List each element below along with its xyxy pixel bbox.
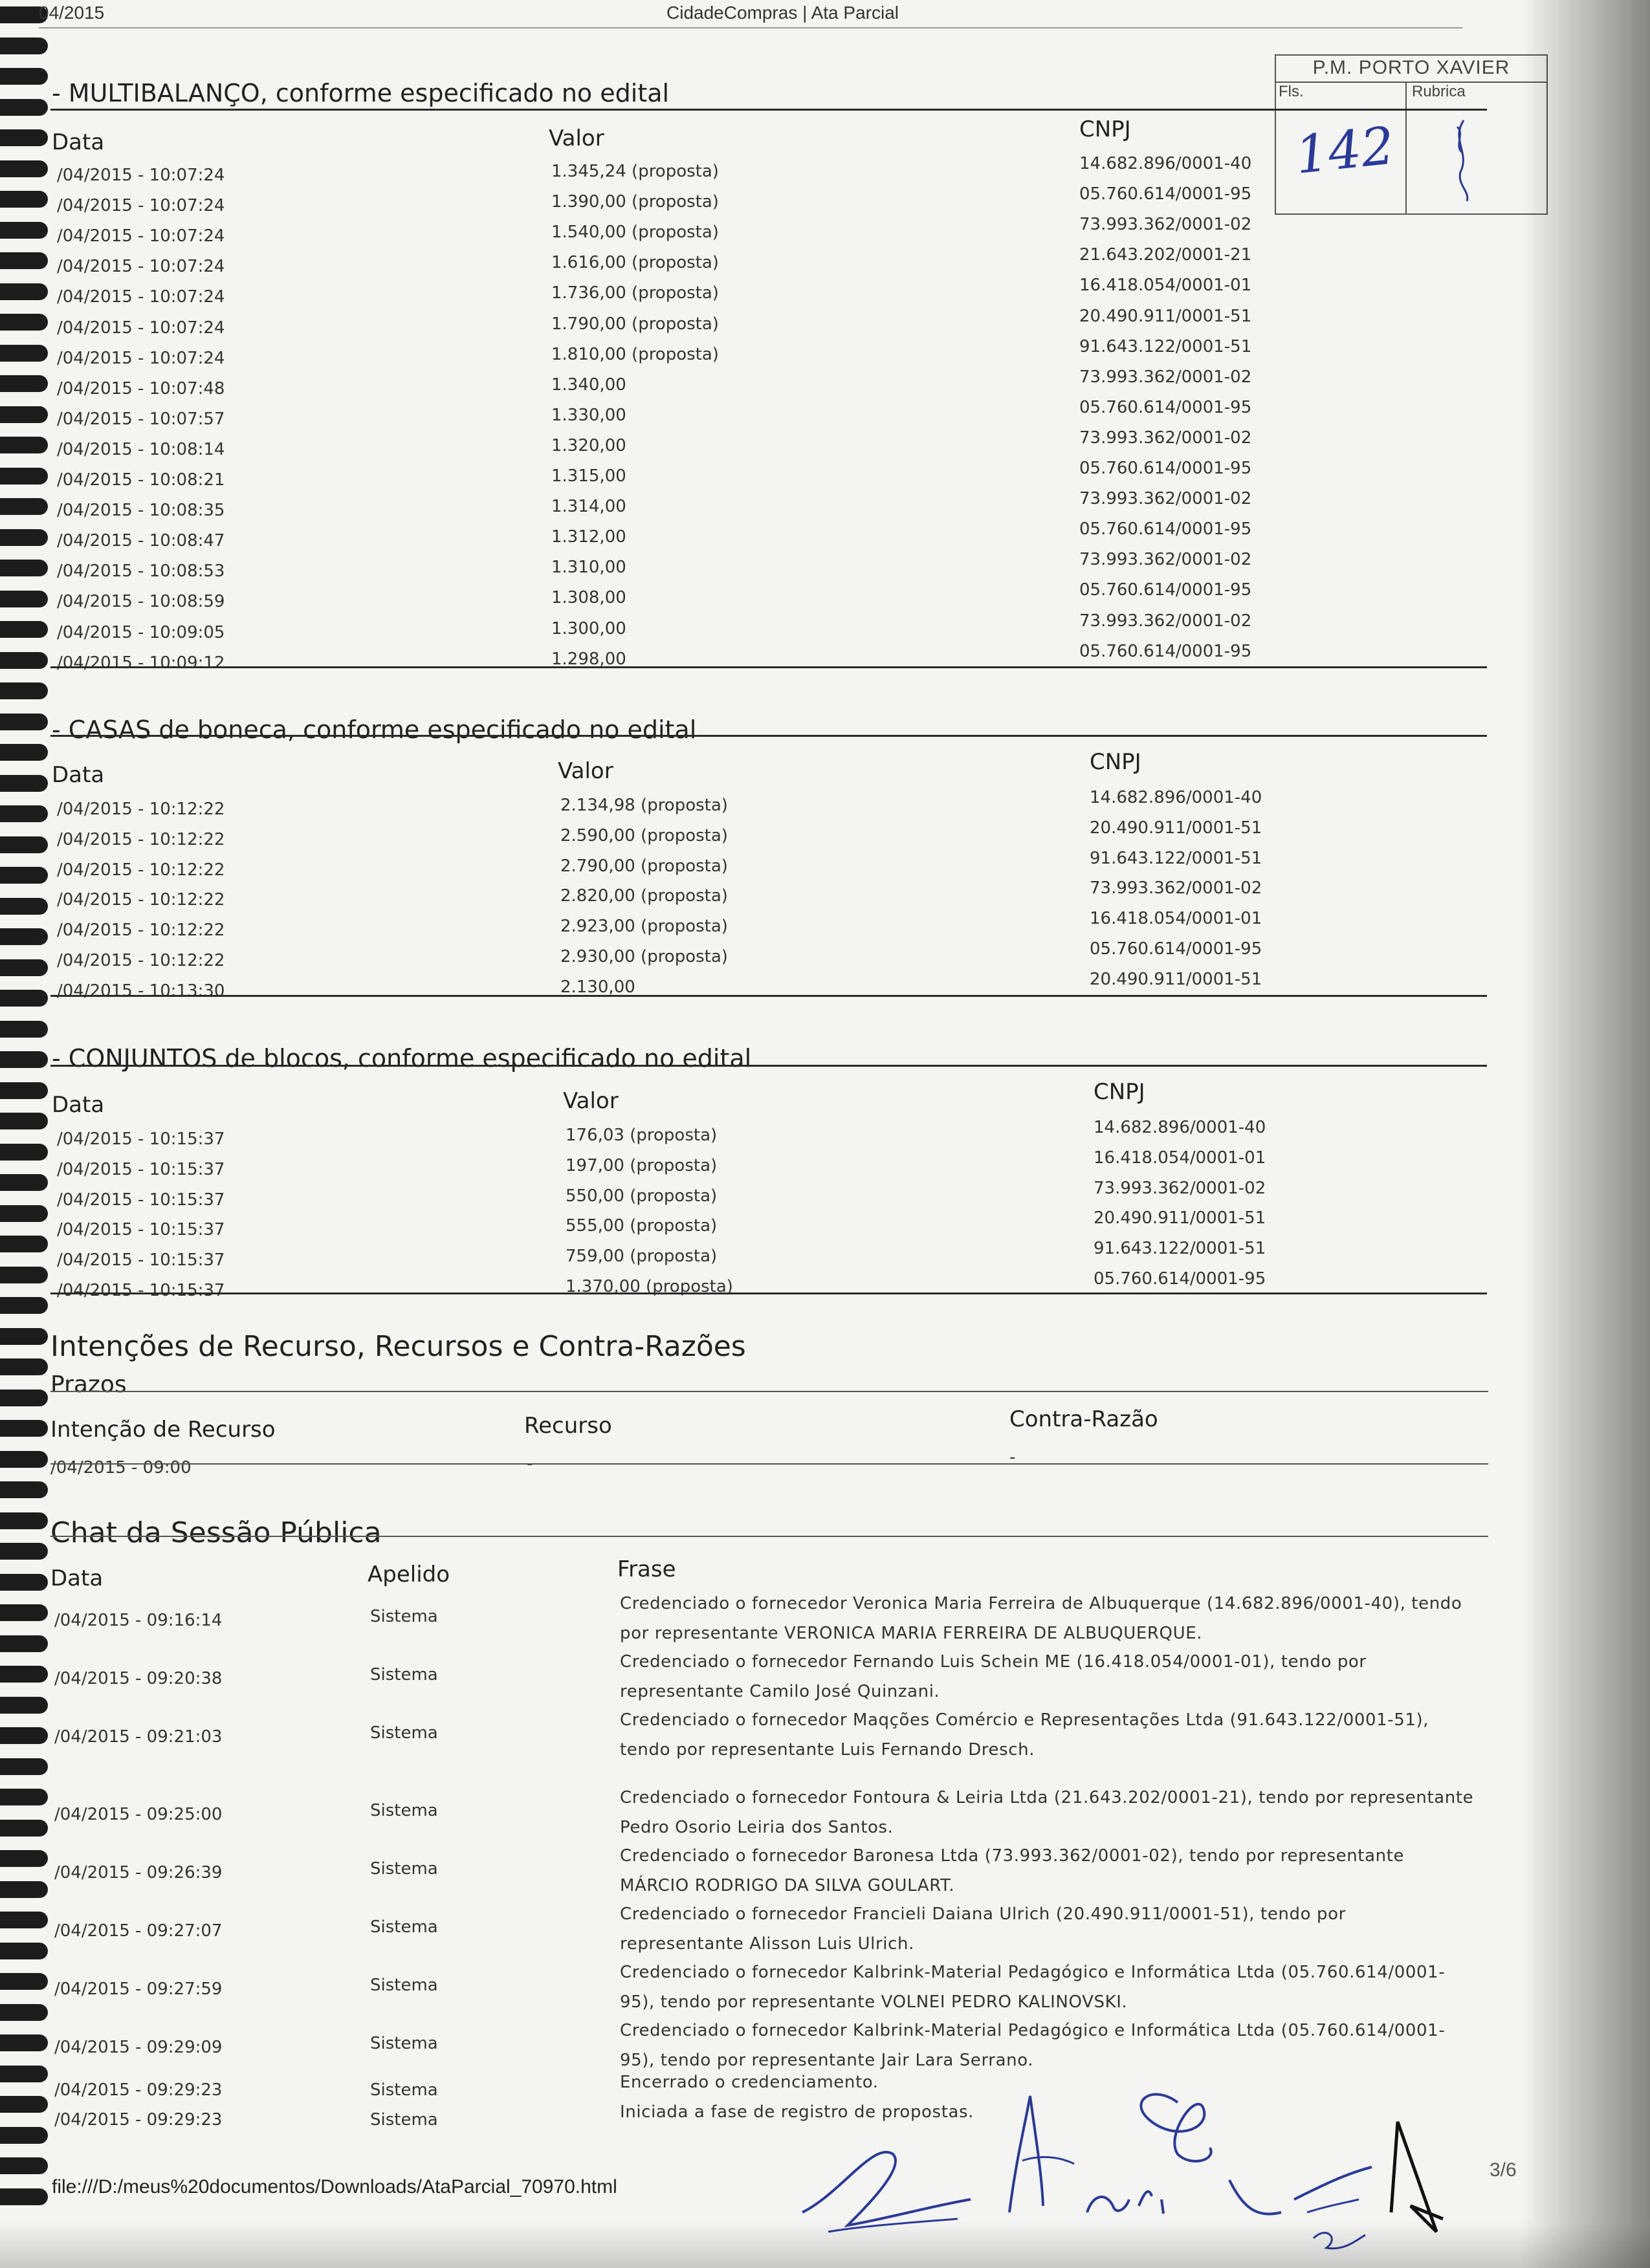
binding-ring	[0, 129, 48, 146]
bid-value: 1.736,00 (proposta)	[551, 283, 719, 303]
binding-ring	[0, 836, 48, 853]
binding-ring	[0, 1943, 48, 1959]
item-bottom-rule	[50, 666, 1487, 668]
binding-ring	[0, 867, 48, 884]
chat-message-nick: Sistema	[370, 1723, 438, 1743]
bid-cnpj: 16.418.054/0001-01	[1090, 909, 1262, 929]
binding-ring	[0, 222, 48, 239]
page-edge-shadow	[1521, 0, 1650, 2268]
bid-value: 1.298,00	[551, 649, 626, 669]
binding-ring	[0, 560, 48, 576]
bid-value: 2.923,00 (proposta)	[560, 917, 728, 937]
bid-date: /04/2015 - 10:07:57	[57, 409, 225, 429]
binding-ring	[0, 898, 48, 915]
binding-ring	[0, 1451, 48, 1468]
col-recurso: Recurso	[524, 1413, 612, 1439]
binding-ring	[0, 1512, 48, 1529]
bid-date: /04/2015 - 10:08:47	[57, 531, 225, 551]
bid-cnpj: 16.418.054/0001-01	[1079, 276, 1252, 296]
item-title: - CASAS de boneca, conforme especificado no edital	[52, 715, 697, 744]
binding-ring	[0, 621, 48, 638]
binding-ring	[0, 252, 48, 269]
bid-date: /04/2015 - 10:15:37	[57, 1129, 225, 1149]
bid-date: /04/2015 - 10:07:24	[57, 257, 225, 277]
chat-message-text: Credenciado o fornecedor Veronica Maria Ferreira de Albuquerque (14.682.896/0001-40), tendo por representante VERONICA MARIA FERREIRA DE ALBUQUERQUE.	[620, 1594, 1462, 1643]
binding-ring	[0, 160, 48, 177]
bid-cnpj: 16.418.054/0001-01	[1094, 1148, 1266, 1168]
binding-ring	[0, 1881, 48, 1898]
chat-message-date: /04/2015 - 09:27:07	[54, 1921, 223, 1941]
bid-date: /04/2015 - 10:07:48	[57, 378, 225, 398]
bid-value: 1.616,00 (proposta)	[551, 253, 719, 273]
chat-message-nick: Sistema	[370, 1607, 438, 1626]
bid-value: 1.314,00	[551, 497, 626, 517]
bid-value: 759,00 (proposta)	[566, 1247, 718, 1267]
page-bottom-shadow	[0, 2223, 1650, 2268]
binding-ring	[0, 1635, 48, 1652]
bid-cnpj: 05.760.614/0001-95	[1079, 641, 1252, 661]
bid-cnpj: 05.760.614/0001-95	[1079, 459, 1252, 478]
col-header-cnpj: CNPJ	[1090, 749, 1141, 775]
binding-ring	[0, 1267, 48, 1283]
binding-ring	[0, 928, 48, 945]
chat-message-nick: Sistema	[370, 2034, 438, 2053]
bid-date: /04/2015 - 10:15:37	[57, 1281, 225, 1300]
bid-value: 176,03 (proposta)	[566, 1126, 718, 1145]
chat-col-data: Data	[50, 1565, 104, 1591]
binding-ring	[0, 2157, 48, 2174]
chat-message-text: Credenciado o fornecedor Fontoura & Leiria Ltda (21.643.202/0001-21), tendo por representante Pedro Osorio Leiria dos Santos.	[620, 1788, 1474, 1837]
binding-ring	[0, 805, 48, 822]
bid-value: 1.370,00 (proposta)	[566, 1277, 733, 1296]
bid-cnpj: 91.643.122/0001-51	[1079, 336, 1252, 356]
binding-ring	[0, 1328, 48, 1345]
binding-ring	[0, 1205, 48, 1222]
col-header-data: Data	[52, 129, 105, 155]
binding-ring	[0, 1144, 48, 1161]
binding-ring	[0, 1789, 48, 1805]
bid-value: 1.810,00 (proposta)	[551, 344, 719, 364]
prazos-bottom-rule	[50, 1463, 1488, 1465]
bid-date: /04/2015 - 10:08:21	[57, 470, 225, 490]
stamp-title: P.M. PORTO XAVIER	[1312, 57, 1510, 78]
binding-ring	[0, 2004, 48, 2021]
folio-stamp	[1275, 54, 1548, 215]
col-header-valor: Valor	[558, 758, 613, 784]
recursos-title: Intenções de Recurso, Recursos e Contra-Razões	[50, 1330, 746, 1363]
bid-value: 1.315,00	[551, 466, 626, 486]
bid-cnpj: 20.490.911/0001-51	[1090, 818, 1262, 838]
binding-ring	[0, 1850, 48, 1867]
bid-value: 1.340,00	[551, 375, 626, 395]
chat-message-date: /04/2015 - 09:21:03	[54, 1727, 223, 1747]
chat-message-date: /04/2015 - 09:29:09	[54, 2038, 223, 2057]
contra-razao-value: -	[1009, 1448, 1016, 1467]
binding-ring	[0, 990, 48, 1007]
bid-cnpj: 05.760.614/0001-95	[1090, 939, 1262, 959]
binding-ring	[0, 1051, 48, 1068]
bid-date: /04/2015 - 10:08:53	[57, 562, 225, 582]
bid-value: 555,00 (proposta)	[566, 1216, 718, 1236]
binding-ring	[0, 1666, 48, 1683]
bid-cnpj: 91.643.122/0001-51	[1090, 848, 1262, 868]
binding-ring	[0, 591, 48, 607]
chat-message-text: Encerrado o credenciamento.	[620, 2073, 879, 2092]
item-bottom-rule	[50, 995, 1487, 997]
item-title-rule	[50, 1065, 1487, 1067]
chat-message-date: /04/2015 - 09:25:00	[54, 1805, 223, 1824]
chat-message-text: Credenciado o fornecedor Maqções Comércio e Representações Ltda (91.643.122/0001-51), tendo por representante Luis Fernando Dresch.	[620, 1710, 1429, 1760]
binding-ring	[0, 375, 48, 392]
bid-date: /04/2015 - 10:12:22	[57, 860, 225, 880]
stamp-folio-number: 142	[1292, 115, 1398, 186]
item-title: - MULTIBALANÇO, conforme especificado no edital	[52, 79, 670, 107]
binding-ring	[0, 1236, 48, 1252]
binding-ring	[0, 99, 48, 116]
bid-date: /04/2015 - 10:07:24	[57, 226, 225, 246]
prazos-title: Prazos	[50, 1371, 127, 1398]
bid-value: 2.134,98 (proposta)	[560, 796, 728, 815]
chat-message-nick: Sistema	[370, 1665, 438, 1685]
spiral-binding	[0, 0, 52, 2225]
bid-date: /04/2015 - 10:09:05	[57, 622, 225, 642]
bid-cnpj: 73.993.362/0001-02	[1079, 428, 1252, 448]
bid-value: 1.790,00 (proposta)	[551, 314, 719, 334]
binding-ring	[0, 1820, 48, 1837]
chat-message-date: /04/2015 - 09:20:38	[54, 1669, 223, 1688]
bid-cnpj: 73.993.362/0001-02	[1079, 550, 1252, 570]
binding-ring	[0, 652, 48, 669]
bid-cnpj: 73.993.362/0001-02	[1079, 489, 1252, 509]
binding-ring	[0, 2034, 48, 2051]
bid-value: 1.330,00	[551, 405, 626, 425]
bid-value: 1.390,00 (proposta)	[551, 192, 719, 212]
stamp-label-fls: Fls.	[1279, 83, 1304, 100]
binding-ring	[0, 406, 48, 423]
binding-ring	[0, 1758, 48, 1775]
bid-date: /04/2015 - 10:12:22	[57, 921, 225, 941]
header-rule	[39, 27, 1462, 28]
binding-ring	[0, 1174, 48, 1191]
intencao-recurso-value: /04/2015 - 09:00	[50, 1458, 192, 1477]
bid-date: /04/2015 - 10:12:22	[57, 951, 225, 970]
chat-message-nick: Sistema	[370, 2080, 438, 2100]
bid-cnpj: 05.760.614/0001-95	[1079, 397, 1252, 417]
chat-message-nick: Sistema	[370, 1976, 438, 1995]
bid-cnpj: 20.490.911/0001-51	[1079, 306, 1252, 326]
chat-message-date: /04/2015 - 09:29:23	[54, 2080, 223, 2100]
bid-cnpj: 14.682.896/0001-40	[1094, 1118, 1266, 1137]
col-header-valor: Valor	[563, 1088, 619, 1114]
chat-message-text: Credenciado o fornecedor Francieli Daiana Ulrich (20.490.911/0001-51), tendo por representante Alisson Luis Ulrich.	[620, 1904, 1346, 1954]
bid-cnpj: 73.993.362/0001-02	[1094, 1178, 1266, 1198]
bid-cnpj: 91.643.122/0001-51	[1094, 1239, 1266, 1259]
bid-value: 2.930,00 (proposta)	[560, 947, 728, 966]
bid-cnpj: 05.760.614/0001-95	[1079, 184, 1252, 204]
binding-ring	[0, 345, 48, 362]
binding-ring	[0, 1912, 48, 1928]
chat-message-nick: Sistema	[370, 2110, 438, 2130]
chat-title: Chat da Sessão Pública	[50, 1516, 382, 1549]
binding-ring	[0, 283, 48, 300]
bid-date: /04/2015 - 10:13:30	[57, 981, 225, 1001]
bid-value: 1.308,00	[551, 588, 626, 608]
binding-ring	[0, 1082, 48, 1099]
bid-cnpj: 73.993.362/0001-02	[1079, 611, 1252, 631]
header-date: 04/2015	[39, 3, 105, 23]
item-bottom-rule	[50, 1292, 1487, 1294]
header-title: CidadeCompras | Ata Parcial	[666, 3, 899, 23]
binding-ring	[0, 1973, 48, 1990]
chat-message-text: Credenciado o fornecedor Fernando Luis Schein ME (16.418.054/0001-01), tendo por representante Camilo José Quinzani.	[620, 1652, 1367, 1701]
chat-col-apelido: Apelido	[368, 1562, 450, 1587]
bid-value: 1.345,24 (proposta)	[551, 162, 719, 181]
bid-cnpj: 05.760.614/0001-95	[1094, 1269, 1266, 1289]
bid-value: 1.540,00 (proposta)	[551, 223, 719, 243]
bid-date: /04/2015 - 10:07:24	[57, 166, 225, 185]
binding-ring	[0, 775, 48, 792]
binding-ring	[0, 437, 48, 453]
bid-value: 2.790,00 (proposta)	[560, 856, 728, 876]
binding-ring	[0, 468, 48, 485]
binding-ring	[0, 1697, 48, 1714]
bid-date: /04/2015 - 10:15:37	[57, 1190, 225, 1210]
bid-cnpj: 73.993.362/0001-02	[1090, 878, 1262, 899]
bid-date: /04/2015 - 10:07:24	[57, 318, 225, 338]
binding-ring	[0, 498, 48, 515]
chat-message-text: Iniciada a fase de registro de propostas.	[620, 2102, 974, 2122]
binding-ring	[0, 2066, 48, 2082]
binding-ring	[0, 1574, 48, 1591]
item-title-rule	[50, 109, 1487, 111]
footer-file-path: file:///D:/meus%20documentos/Downloads/AtaParcial_70970.html	[52, 2176, 617, 2197]
binding-ring	[0, 2127, 48, 2144]
bid-date: /04/2015 - 10:12:22	[57, 800, 225, 819]
bid-cnpj: 14.682.896/0001-40	[1090, 788, 1262, 807]
binding-ring	[0, 1420, 48, 1437]
bid-date: /04/2015 - 10:15:37	[57, 1220, 225, 1240]
bid-date: /04/2015 - 10:09:12	[57, 653, 225, 673]
bid-cnpj: 05.760.614/0001-95	[1079, 519, 1252, 540]
item-title-rule	[50, 735, 1487, 737]
binding-ring	[0, 744, 48, 761]
binding-ring	[0, 2188, 48, 2205]
bid-date: /04/2015 - 10:07:24	[57, 348, 225, 368]
bid-date: /04/2015 - 10:15:37	[57, 1250, 225, 1270]
binding-ring	[0, 1481, 48, 1498]
bid-value: 1.312,00	[551, 527, 626, 547]
binding-ring	[0, 314, 48, 331]
bid-cnpj: 73.993.362/0001-02	[1079, 215, 1252, 235]
bid-date: /04/2015 - 10:08:59	[57, 592, 225, 612]
chat-message-text: Credenciado o fornecedor Kalbrink-Material Pedagógico e Informática Ltda (05.760.614/0001-95), tendo por representante Jair Lara Serrano.	[620, 2021, 1446, 2070]
bid-value: 2.590,00 (proposta)	[560, 825, 728, 845]
binding-ring	[0, 1297, 48, 1314]
binding-ring	[0, 529, 48, 546]
chat-message-nick: Sistema	[370, 1917, 438, 1937]
bid-date: /04/2015 - 10:12:22	[57, 890, 225, 910]
binding-ring	[0, 682, 48, 699]
bid-date: /04/2015 - 10:07:24	[57, 196, 225, 216]
binding-ring	[0, 959, 48, 976]
chat-message-date: /04/2015 - 09:29:23	[54, 2110, 223, 2130]
binding-ring	[0, 68, 48, 85]
chat-message-nick: Sistema	[370, 1801, 438, 1820]
binding-ring	[0, 1604, 48, 1621]
chat-message-date: /04/2015 - 09:16:14	[54, 1611, 223, 1630]
binding-ring	[0, 1390, 48, 1406]
recurso-value: -	[527, 1454, 533, 1474]
bid-value: 197,00 (proposta)	[566, 1155, 718, 1175]
col-contra-razao: Contra-Razão	[1009, 1406, 1158, 1432]
bid-value: 1.300,00	[551, 618, 626, 638]
chat-message-date: /04/2015 - 09:27:59	[54, 1979, 223, 1999]
stamp-label-rubrica: Rubrica	[1412, 83, 1466, 100]
col-header-data: Data	[52, 762, 105, 788]
chat-message-nick: Sistema	[370, 1859, 438, 1879]
bid-date: /04/2015 - 10:08:14	[57, 439, 225, 459]
bid-date: /04/2015 - 10:15:37	[57, 1159, 225, 1179]
bid-value: 550,00 (proposta)	[566, 1186, 718, 1206]
binding-ring	[0, 38, 48, 54]
binding-ring	[0, 714, 48, 730]
bid-value: 1.310,00	[551, 558, 626, 578]
chat-message-text: Credenciado o fornecedor Baronesa Ltda (73.993.362/0001-02), tendo por representante MÁRCIO RODRIGO DA SILVA GOULART.	[620, 1846, 1405, 1895]
bid-value: 2.130,00	[560, 977, 635, 997]
col-intencao-recurso: Intenção de Recurso	[50, 1417, 276, 1443]
bid-date: /04/2015 - 10:07:24	[57, 287, 225, 307]
col-header-cnpj: CNPJ	[1079, 116, 1131, 142]
binding-ring	[0, 1543, 48, 1560]
col-header-valor: Valor	[549, 125, 604, 151]
stamp-divider	[1405, 82, 1407, 213]
bid-cnpj: 73.993.362/0001-02	[1079, 367, 1252, 387]
col-header-cnpj: CNPJ	[1094, 1079, 1145, 1105]
rubrica-signature	[1425, 114, 1502, 204]
bid-value: 2.820,00 (proposta)	[560, 886, 728, 906]
bid-cnpj: 20.490.911/0001-51	[1094, 1208, 1266, 1228]
binding-ring	[0, 2096, 48, 2113]
chat-col-frase: Frase	[617, 1556, 676, 1582]
binding-ring	[0, 1358, 48, 1375]
chat-rule	[50, 1536, 1488, 1537]
bid-cnpj: 21.643.202/0001-21	[1079, 245, 1252, 265]
binding-ring	[0, 1727, 48, 1744]
bid-date: /04/2015 - 10:12:22	[57, 829, 225, 849]
binding-ring	[0, 1113, 48, 1129]
bid-cnpj: 14.682.896/0001-40	[1079, 154, 1252, 173]
binding-ring	[0, 191, 48, 208]
col-header-data: Data	[52, 1092, 105, 1118]
item-title: - CONJUNTOS de blocos, conforme especificado no edital	[52, 1044, 752, 1073]
prazos-rule	[50, 1391, 1488, 1392]
page-number: 3/6	[1490, 2159, 1517, 2181]
bid-date: /04/2015 - 10:08:35	[57, 501, 225, 521]
bid-cnpj: 20.490.911/0001-51	[1090, 969, 1262, 989]
bid-value: 1.320,00	[551, 435, 626, 455]
binding-ring	[0, 1021, 48, 1038]
chat-message-text: Credenciado o fornecedor Kalbrink-Material Pedagógico e Informática Ltda (05.760.614/0001-95), tendo por representante VOLNEI PEDRO KALINOVSKI.	[620, 1963, 1446, 2012]
bid-cnpj: 05.760.614/0001-95	[1079, 580, 1252, 600]
chat-message-date: /04/2015 - 09:26:39	[54, 1863, 223, 1882]
